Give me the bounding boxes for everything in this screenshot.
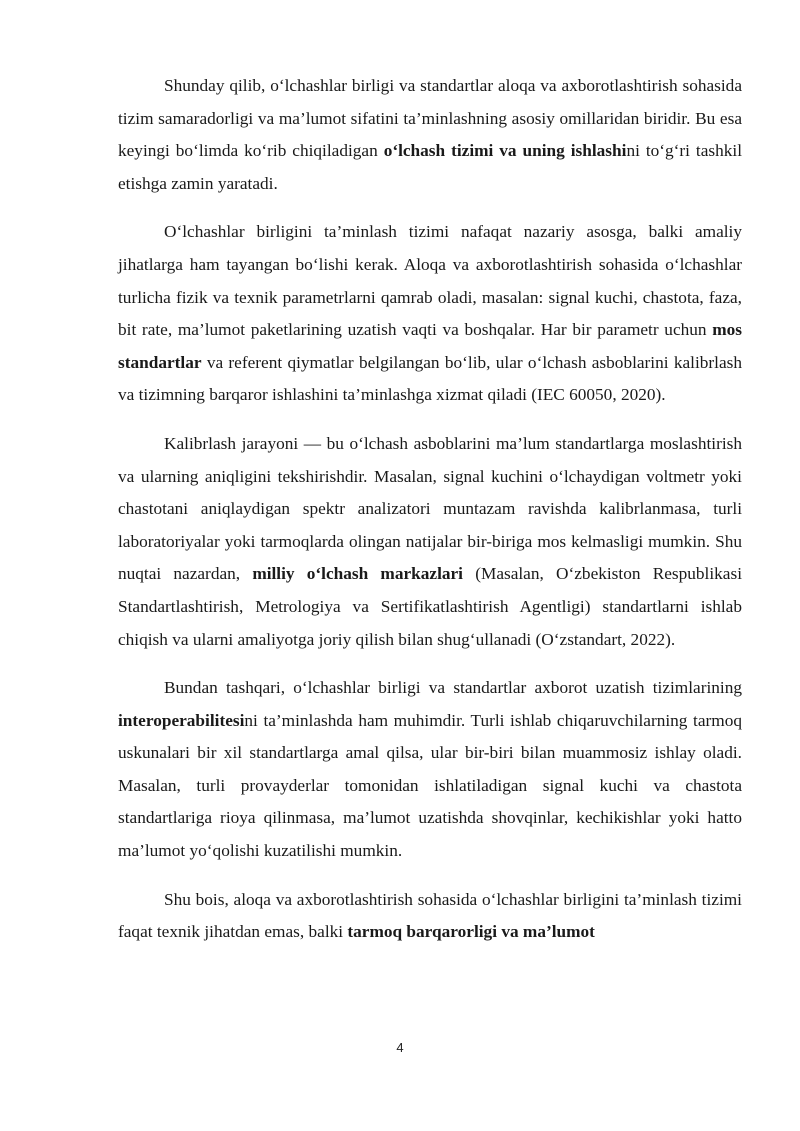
paragraph-2-bold-term: mos standartlar <box>118 320 742 372</box>
paragraph-2-text-end: va referent qiymatlar belgilangan bo‘lib, ular o‘lchash asboblarini kalibrlash va tizimning barqaror ishlashini ta’minlashga xizmat qiladi (IEC 60050, 2020). <box>118 352 742 405</box>
paragraph-5-bold-term: tarmoq barqarorligi va ma’lumot <box>347 922 595 942</box>
paragraph-1 <box>118 70 742 200</box>
paragraph-4-text-end: ni ta’minlashda ham muhimdir. Turli ishlab chiqaruvchilarning tarmoq uskunalari bir xil standartlarga amal qilsa, ular bir-biri bilan muammosiz ishlay oladi. Masalan, turli provayderlar tomonidan ishlatiladigan signal kuchi va chastota standartlariga rioya qilinmasa, ma’lumot uzatishda shovqinlar, kechikishlar yoki hatto ma’lumot yo‘qolishi kuzatilishi mumkin. <box>118 710 742 861</box>
page-number: 4 <box>396 1040 404 1055</box>
paragraph-4 <box>118 672 742 868</box>
document-body <box>118 70 742 965</box>
paragraph-3-text-end: (Masalan, O‘zbekiston Respublikasi Standartlashtirish, Metrologiya va Sertifikatlashtirish Agentligi) standartlarni ishlab chiqish va ularni amaliyotga joriy qilish bilan shug‘ullanadi (O‘zstandart, 2022). <box>118 564 742 649</box>
paragraph-3-bold-term: milliy o‘lchash markazlari <box>252 564 463 584</box>
paragraph-4-bold-term: interoperabilitesi <box>118 710 245 730</box>
paragraph-1-bold-term: o‘lchash tizimi va uning ishlashi <box>383 141 627 161</box>
paragraph-1-text: Shunday qilib, o‘lchashlar birligi va standartlar aloqa va axborotlashtirish sohasida tizim samaradorligi va ma’lumot sifatini ta’minlashning asosiy omillaridan biridir. Bu esa keyingi bo‘limda ko‘rib chiqiladigan <box>118 76 742 161</box>
paragraph-4-text: Bundan tashqari, o‘lchashlar birligi va standartlar axborot uzatish tizimlarining <box>164 678 742 698</box>
paragraph-5-text: Shu bois, aloqa va axborotlashtirish sohasida o‘lchashlar birligini ta’minlash tizimi faqat texnik jihatdan emas, balki <box>118 889 742 942</box>
paragraph-5 <box>118 884 742 949</box>
paragraph-2-text: O‘lchashlar birligini ta’minlash tizimi nafaqat nazariy asosga, balki amaliy jihatlarga ham tayangan bo‘lishi kerak. Aloqa va axborotlashtirish sohasida o‘lchashlar turlicha fizik va texnik parametrlarni qamrab oladi, masalan: signal kuchi, chastota, faza, bit rate, ma’lumot paketlarining uzatish vaqti va boshqalar. Har bir parametr uchun <box>118 222 742 340</box>
paragraph-3-text: Kalibrlash jarayoni — bu o‘lchash asboblarini ma’lum standartlarga moslashtirish va ularning aniqligini tekshirishdir. Masalan, signal kuchini o‘lchaydigan voltmetr yoki chastotani aniqlaydigan spektr analizatori muntazam ravishda kalibrlanmasa, turli laboratoriyalar yoki tarmoqlarda olingan natijalar bir-biriga mos kelmasligi mumkin. Shu nuqtai nazardan, <box>118 433 742 584</box>
paragraph-1-text-end: ni to‘g‘ri tashkil etishga zamin yaratadi. <box>118 141 743 193</box>
paragraph-2 <box>118 216 742 412</box>
paragraph-3 <box>118 428 742 656</box>
